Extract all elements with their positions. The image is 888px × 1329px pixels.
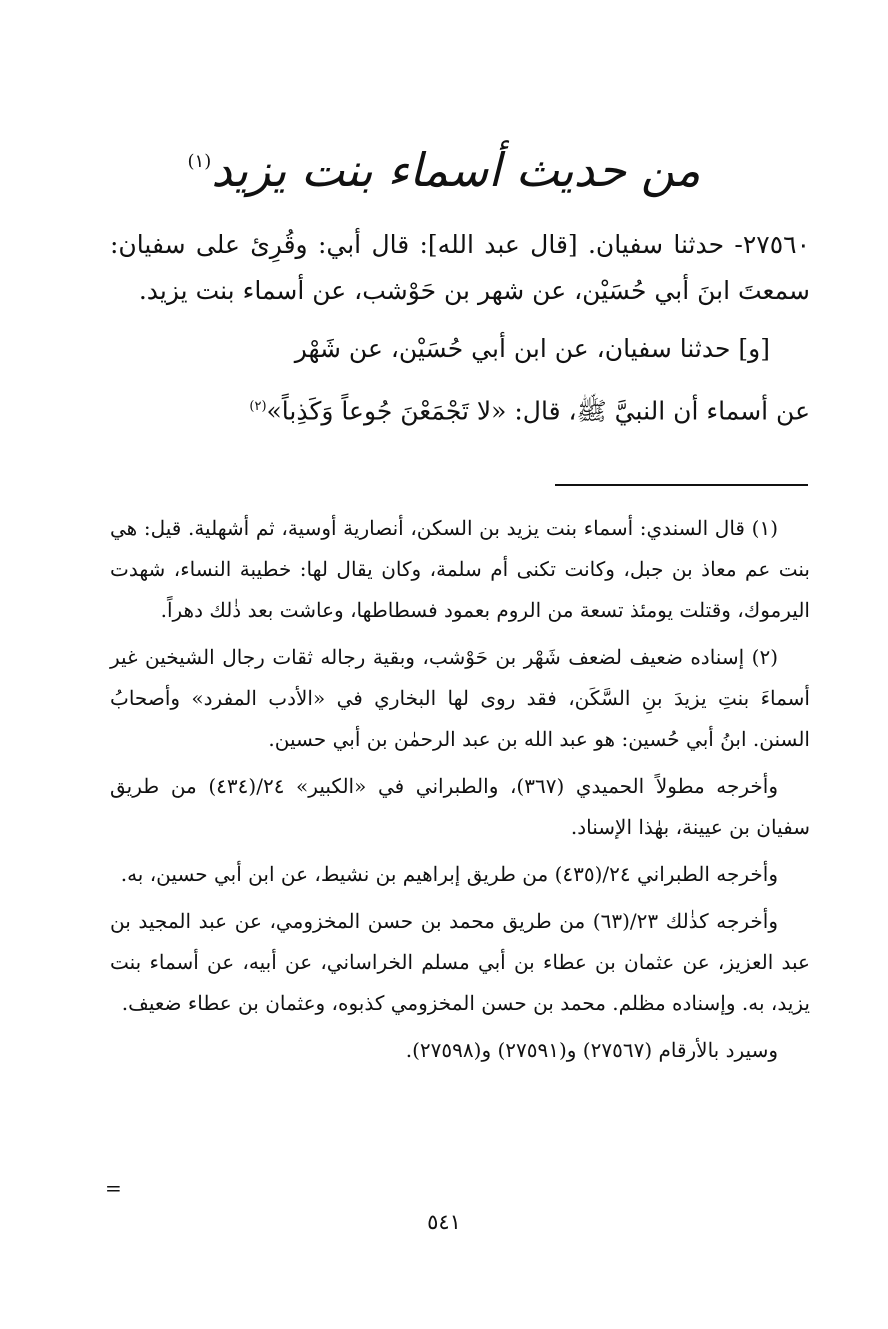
footnote-2-source-3: وأخرجه كذٰلك ٢٣/(٦٣) من طريق محمد بن حسن المخزومي، عن عبد المجيد بن عبد العزيز، عن عثمان بن عطاء بن أبي مسلم الخراساني، عن أبيه، عن أسماء بنت يزيد، به. وإسناده مظلم. محمد بن حسن المخزومي كذبوه، وعثمان بن عطاء ضعيف. [110, 909, 810, 1015]
footnote-ref-2: (٢) [249, 399, 267, 414]
hadith-text [110, 222, 810, 434]
footnote-2-source-1: وأخرجه مطولاً الحميدي (٣٦٧)، والطبراني في «الكبير» ٢٤/(٤٣٤) من طريق سفيان بن عيينة، بهٰذا الإسناد. [110, 774, 810, 839]
page-number: ٥٤١ [427, 1210, 461, 1234]
hadith-isnad-2: [و] حدثنا سفيان، عن ابن أبي حُسَيْن، عن شَهْر [294, 334, 770, 363]
footnote-1: (١) قال السندي: أسماء بنت يزيد بن السكن، أنصارية أوسية، ثم أشهلية. قيل: هي بنت عم معاذ بن جبل، وكانت تكنى أم سلمة، وكان يقال لها: خطيبة النساء، شهدت اليرموك، وقتلت يومئذ تسعة من الروم بعمود فسطاطها، وعاشت بعد ذٰلك دهراً. [110, 516, 810, 622]
chapter-title [0, 125, 888, 215]
footnote-2: (٢) إسناده ضعيف لضعف شَهْر بن حَوْشب، وبقية رجاله ثقات رجال الشيخين غير أسماءَ بنتِ يزيدَ بنِ السَّكَن، فقد روى لها البخاري في «الأدب المفرد» وأصحابُ السنن. ابنُ أبي حُسين: هو عبد الله بن عبد الرحمٰن بن أبي حسين. [110, 645, 810, 751]
footnote-2-crossref: وسيرد بالأرقام (٢٧٥٦٧) و(٢٧٥٩١) و(٢٧٥٩٨). [405, 1038, 778, 1062]
continued-mark: = [105, 1176, 122, 1200]
footnote-2-source-2: وأخرجه الطبراني ٢٤/(٤٣٥) من طريق إبراهيم بن نشيط، عن ابن أبي حسين، به. [120, 862, 778, 886]
hadith-isnad-1: ٢٧٥٦٠- حدثنا سفيان. [قال عبد الله]: قال أبي: وقُرِئ على سفيان: سمعتَ ابنَ أبي حُسَيْن، عن شهر بن حَوْشب، عن أسماء بنت يزيد. [110, 230, 810, 305]
footnote-separator [555, 484, 808, 486]
hadith-matn-text: عن أسماء أن النبيَّ ﷺ، قال: «لا تَجْمَعْنَ جُوعاً وَكَذِباً» [266, 396, 810, 426]
footnotes [110, 508, 810, 1077]
footnote-ref-1: (١) [187, 151, 212, 172]
hadith-matn [110, 384, 810, 434]
chapter-title-text: من حديث أسماء بنت يزيد [211, 143, 701, 197]
